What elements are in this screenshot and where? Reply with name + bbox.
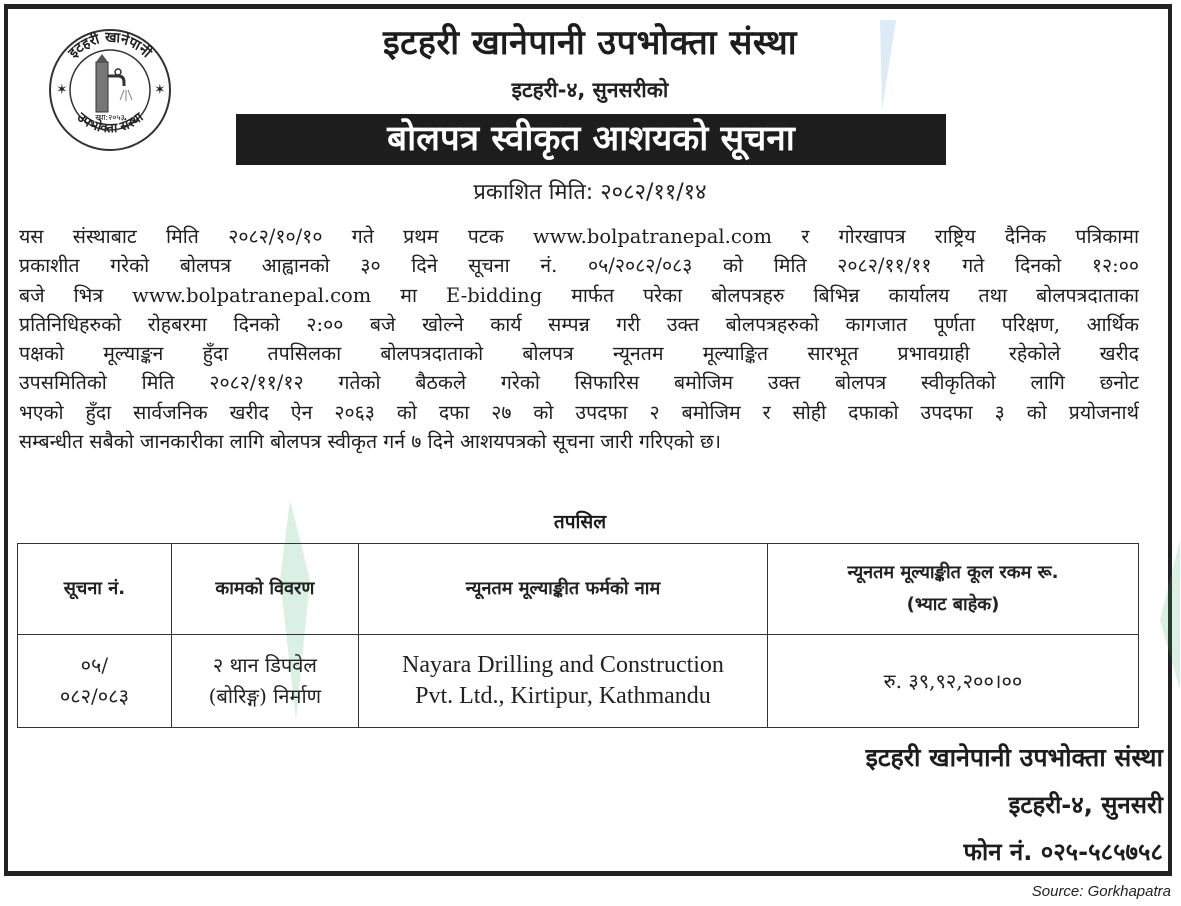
header-total-amount-line1: न्यूनतम मूल्याङ्कीत कूल रकम रू. — [847, 562, 1059, 583]
award-table — [17, 543, 1139, 728]
header-firm-name: न्यूनतम मूल्याङ्कीत फर्मको नाम — [359, 544, 768, 635]
source-credit: Source: Gorkhapatra — [1031, 883, 1171, 900]
table-header-row — [18, 544, 1139, 635]
body-line: भएको हुँदा सार्वजनिक खरीद ऐन २०६३ को दफा २७ को उपदफा २ बमोजिम र सोही दफाको उपदफा ३ को प्रयोजनार्थ — [19, 400, 1139, 424]
header-total-amount-line2: (भ्याट बाहेक) — [906, 594, 1000, 615]
logo-top-text: इटहरी खानेपानी — [65, 29, 155, 62]
body-line: प्रतिनिधिहरुको रोहबरमा दिनको २:०० बजे खोल्ने कार्य सम्पन्न गरी उक्त बोलपत्रहरुको कागजात पूर्णता परिक्षण, आर्थिक — [19, 312, 1139, 336]
cell-work-description — [171, 635, 358, 728]
signature-address: इटहरी-४, सुनसरी — [1008, 791, 1163, 819]
header-total-amount — [767, 544, 1138, 635]
svg-text:✶: ✶ — [56, 82, 68, 98]
organization-name: इटहरी खानेपानी उपभोक्ता संस्था — [382, 23, 797, 63]
published-date-label: प्रकाशित मिति: — [473, 180, 594, 205]
logo-bottom-text: उपभोक्ता संस्था — [73, 110, 147, 137]
firm-line2: Pvt. Ltd., Kirtipur, Kathmandu — [415, 683, 711, 709]
work-line2: (बोरिङ्ग) निर्माण — [208, 684, 322, 708]
header-notice-no: सूचना नं. — [18, 544, 172, 635]
svg-text:✶: ✶ — [154, 82, 166, 98]
organization-address: इटहरी-४, सुनसरीको — [511, 78, 669, 102]
work-line1: २ थान डिपवेल — [212, 653, 317, 677]
logo-established-text: स्था:२०५३ — [95, 113, 125, 122]
notice-no-line1: ०५/ — [80, 653, 109, 677]
organization-logo — [40, 28, 180, 152]
table-row — [18, 635, 1139, 728]
published-date-value: २०८२/११/१४ — [600, 180, 707, 205]
signature-organization: इटहरी खानेपानी उपभोक्ता संस्था — [865, 743, 1163, 772]
body-line: यस संस्थाबाट मिति २०८२/१०/१० गते प्रथम पटक www.bolpatranepal.com र गोरखापत्र राष्ट्रिय दैनिक पत्रिकामा — [19, 225, 1139, 248]
notice-no-line2: ०८२/०८३ — [59, 684, 129, 708]
body-line: बजे भित्र www.bolpatranepal.com मा E-bidding मार्फत परेका बोलपत्रहरु बिभिन्न कार्यालय तथा बोलपत्रदाताका — [19, 283, 1139, 307]
signature-phone: फोन नं. ०२५-५८५७५८ — [963, 838, 1163, 866]
schedule-heading: तपसिल — [553, 511, 607, 533]
header-work-description: कामको विवरण — [171, 544, 358, 635]
svg-text:इटहरी खानेपानी — [65, 30, 156, 62]
notice-title-banner: बोलपत्र स्वीकृत आशयको सूचना — [236, 114, 946, 165]
body-line: पक्षको मूल्याङ्कन हुँदा तपसिलका बोलपत्रदाताको बोलपत्र न्यूनतम मूल्याङ्कित सारभूत प्रभावग्राही रहेकोले खरीद — [19, 342, 1139, 366]
firm-line1: Nayara Drilling and Construction — [402, 652, 724, 678]
body-line: उपसमितिको मिति २०८२/११/१२ गतेको बैठकले गरेको सिफारिस बमोजिम उक्त बोलपत्र स्वीकृतिको लागि छनोट — [19, 371, 1139, 395]
cell-notice-no — [18, 635, 172, 728]
body-line: सम्बन्धीत सबैको जानकारीका लागि बोलपत्र स्वीकृत गर्न ७ दिने आशयपत्रको सूचना जारी गरिएको छ। — [19, 430, 722, 454]
cell-amount: रु. ३९,९२,२००।०० — [767, 635, 1138, 728]
published-date — [240, 176, 940, 206]
notice-body — [19, 222, 1139, 456]
cell-firm-name — [359, 635, 768, 728]
body-line: प्रकाशीत गरेको बोलपत्र आह्वानको ३० दिने सूचना नं. ०५/२०८२/०८३ को मिति २०८२/११/११ गते दिनको १२:०० — [19, 254, 1139, 278]
